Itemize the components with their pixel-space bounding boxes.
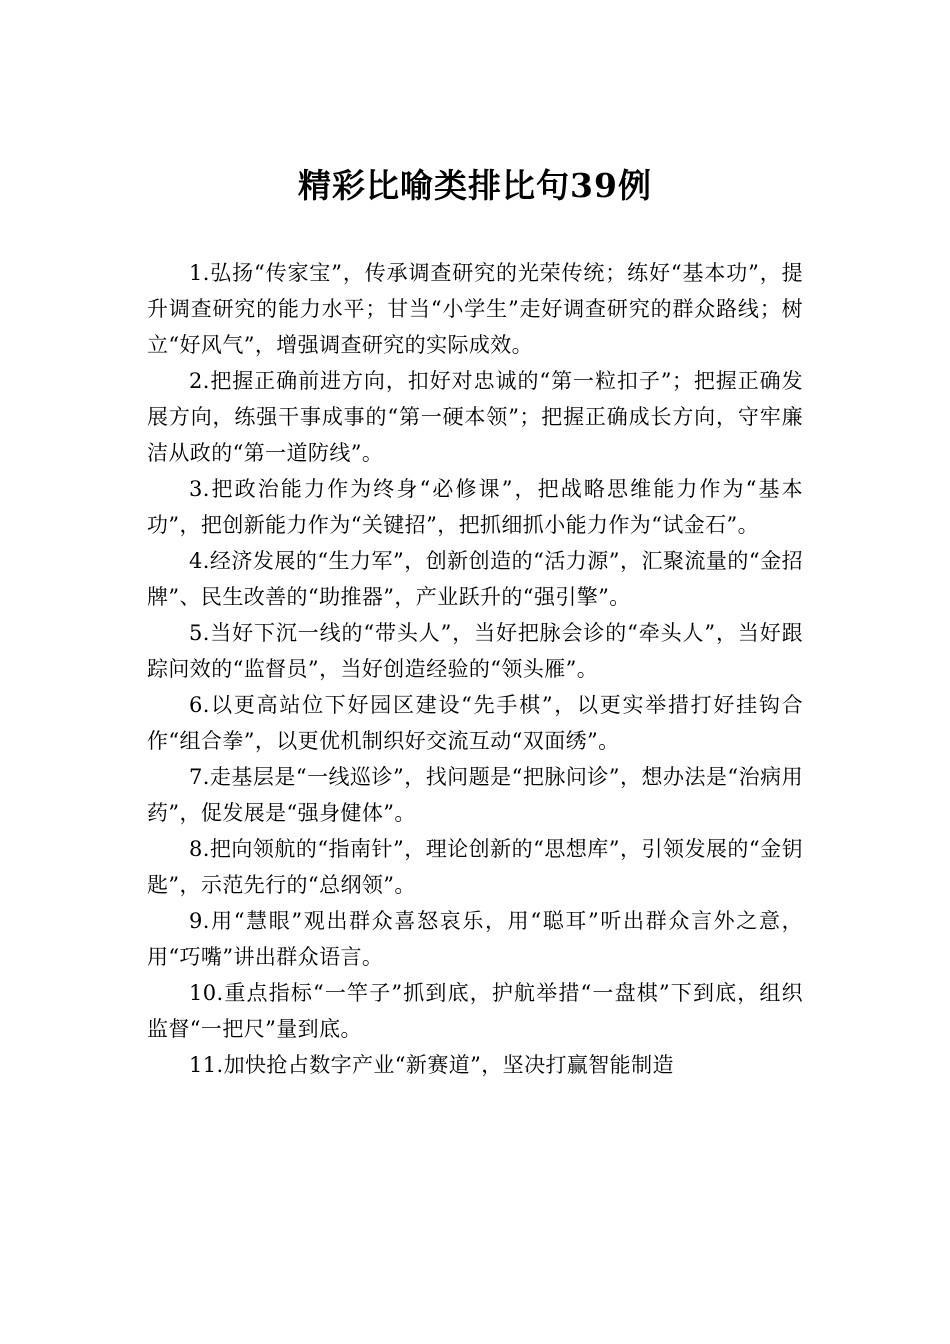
paragraph-2: 2.把握正确前进方向，扣好对忠诚的“第一粒扣子”；把握正确发展方向，练强干事成事的“第一硬本领”；把握正确成长方向，守牢廉洁从政的“第一道防线”。 <box>147 369 803 465</box>
paragraph-3: 3.把政治能力作为终身“必修课”，把战略思维能力作为“基本功”，把创新能力作为“关键招”，把抓细抓小能力作为“试金石”。 <box>147 477 803 537</box>
paragraph-5: 5.当好下沉一线的“带头人”，当好把脉会诊的“牵头人”，当好跟踪问效的“监督员”，当好创造经验的“领头雁”。 <box>147 621 803 681</box>
paragraph-1: 1.弘扬“传家宝”，传承调查研究的光荣传统；练好“基本功”，提升调查研究的能力水平；甘当“小学生”走好调查研究的群众路线；树立“好风气”，增强调查研究的实际成效。 <box>147 261 803 357</box>
paragraph-9: 9.用“慧眼”观出群众喜怒哀乐，用“聪耳”听出群众言外之意，用“巧嘴”讲出群众语言。 <box>147 909 803 969</box>
paragraph-4: 4.经济发展的“生力军”，创新创造的“活力源”，汇聚流量的“金招牌”、民生改善的“助推器”，产业跃升的“强引擎”。 <box>147 549 803 609</box>
paragraph-6: 6.以更高站位下好园区建设“先手棋”，以更实举措打好挂钩合作“组合拳”，以更优机制织好交流互动“双面绣”。 <box>147 693 803 753</box>
document-title: 精彩比喻类排比句39例 <box>298 166 652 205</box>
paragraph-11: 11.加快抢占数字产业“新赛道”，坚决打赢智能制造 <box>189 1053 674 1077</box>
paragraph-8: 8.把向领航的“指南针”，理论创新的“思想库”，引领发展的“金钥匙”，示范先行的“总纲领”。 <box>147 837 803 897</box>
paragraph-7: 7.走基层是“一线巡诊”，找问题是“把脉问诊”，想办法是“治病用药”，促发展是“强身健体”。 <box>147 765 803 825</box>
paragraph-10: 10.重点指标“一竿子”抓到底，护航举措“一盘棋”下到底，组织监督“一把尺”量到底。 <box>147 981 803 1041</box>
document-body <box>147 255 803 1083</box>
